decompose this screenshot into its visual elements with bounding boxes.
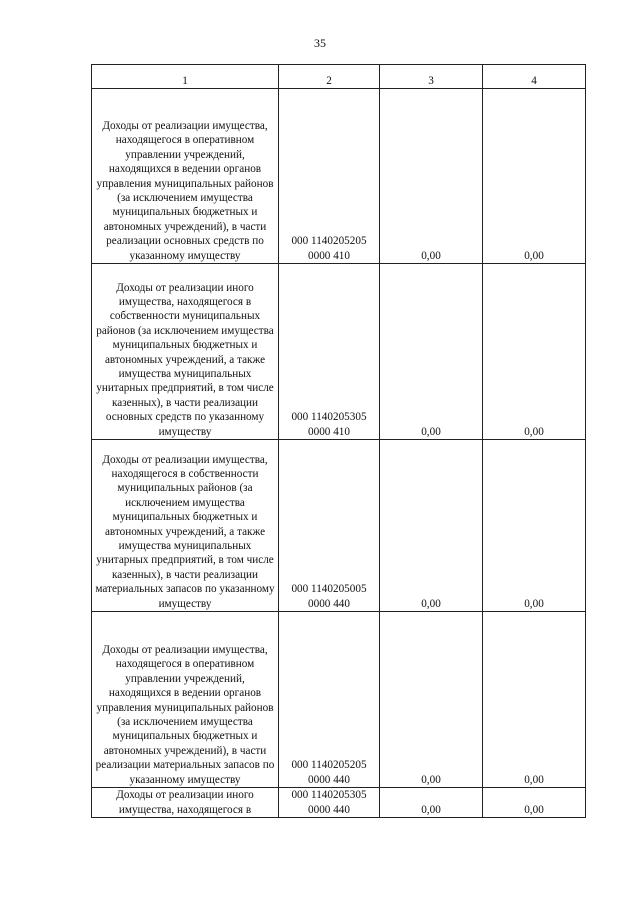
row-code: 000 1140205005 0000 440 [279,440,380,612]
row-code: 000 1140205205 0000 410 [279,89,380,264]
row-description: Доходы от реализации имущества, находящегося в оперативном управлении учреждений, находящихся в ведении органов управления муниципальных районов (за исключением имущества муниципальных бюджетных и автономных учреждений), в части реализации основных средств по указанному имуществу [92,89,279,264]
page-number: 35 [314,36,326,50]
row-value-col4: 0,00 [483,788,586,818]
row-value-col3: 0,00 [380,788,483,818]
row-description: Доходы от реализации имущества, находящегося в собственности муниципальных районов (за исключением имущества муниципальных бюджетных и автономных учреждений, а также имущества муниципальных унитарных предприятий, в том числе казенных), в части реализации материальных запасов по указанному имуществу [92,440,279,612]
row-value-col3: 0,00 [380,89,483,264]
column-header-4: 4 [483,65,586,89]
row-description: Доходы от реализации иного имущества, находящегося в [92,788,279,818]
row-value-col3: 0,00 [380,264,483,440]
revenue-table [91,64,586,818]
row-value-col4: 0,00 [483,89,586,264]
row-value-col4: 0,00 [483,612,586,788]
row-value-col3: 0,00 [380,612,483,788]
table-header-row [92,65,586,89]
column-header-3: 3 [380,65,483,89]
row-description: Доходы от реализации иного имущества, находящегося в собственности муниципальных районов (за исключением имущества муниципальных бюджетных и автономных учреждений, а также имущества муниципальных унитарных предприятий, в том числе казенных), в части реализации основных средств по указанному имуществу [92,264,279,440]
table-row [92,788,586,818]
row-value-col4: 0,00 [483,440,586,612]
column-header-1: 1 [92,65,279,89]
table-row [92,264,586,440]
table-row [92,89,586,264]
row-code: 000 1140205305 0000 410 [279,264,380,440]
row-value-col4: 0,00 [483,264,586,440]
column-header-2: 2 [279,65,380,89]
row-value-col3: 0,00 [380,440,483,612]
table-row [92,440,586,612]
row-code: 000 1140205205 0000 440 [279,612,380,788]
row-description: Доходы от реализации имущества, находящегося в оперативном управлении учреждений, находящихся в ведении органов управления муниципальных районов (за исключением имущества муниципальных бюджетных и автономных учреждений), в части реализации материальных запасов по указанному имуществу [92,612,279,788]
row-code: 000 1140205305 0000 440 [279,788,380,818]
table-row [92,612,586,788]
